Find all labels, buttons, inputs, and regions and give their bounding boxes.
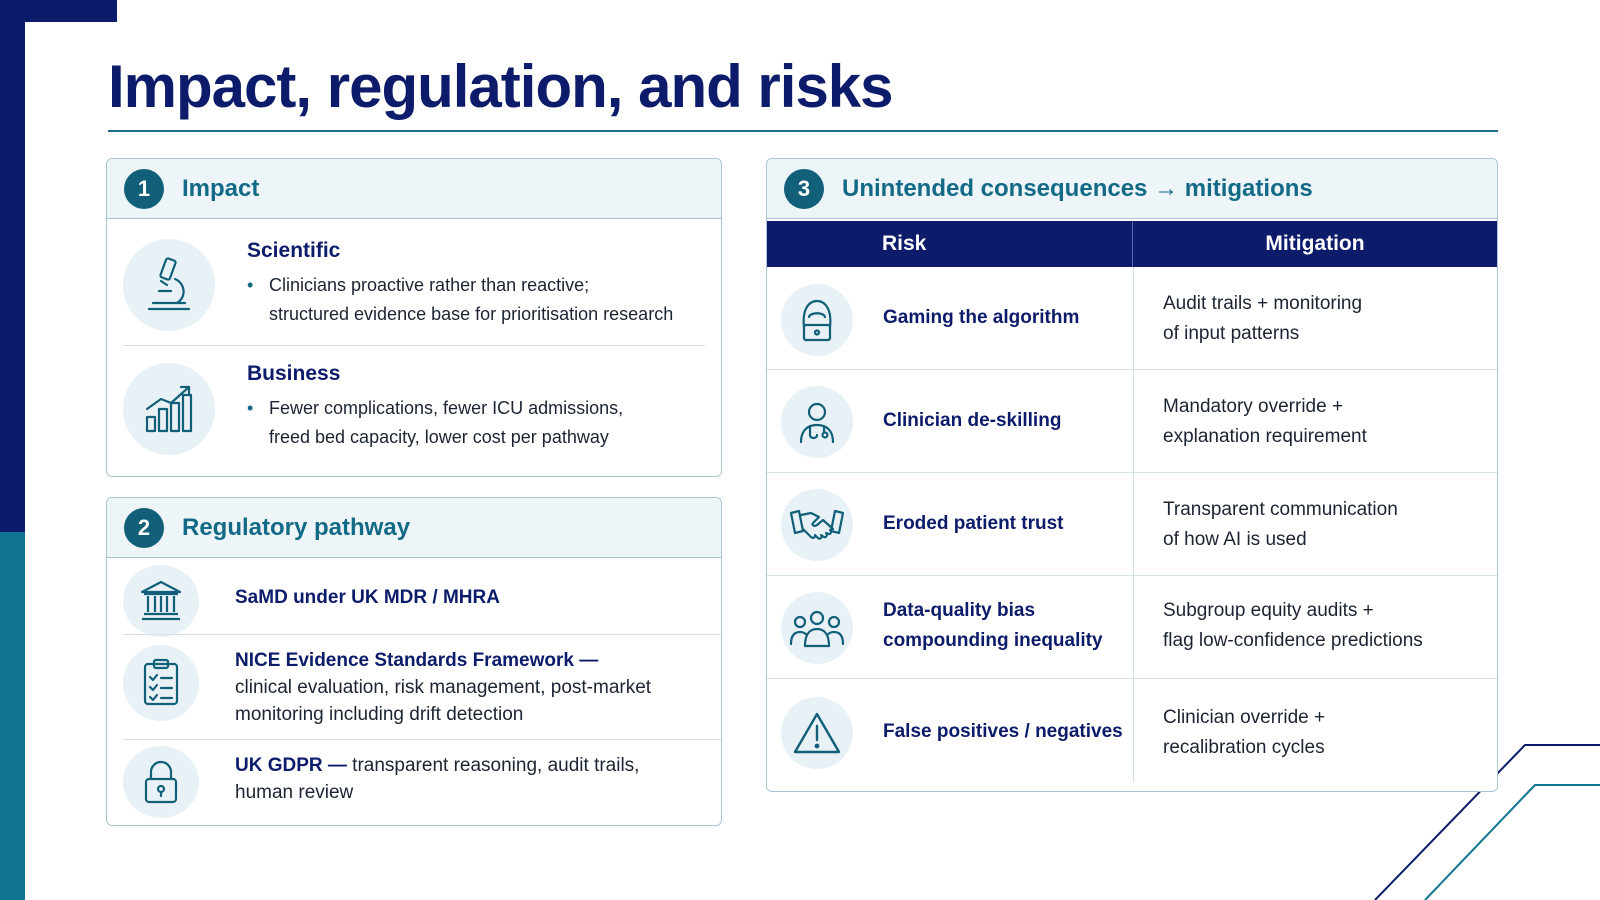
regulatory-card	[106, 497, 722, 826]
left-accent-bar-teal	[0, 532, 25, 900]
table-row	[767, 576, 1497, 679]
risks-card	[766, 158, 1498, 792]
impact-heading: Impact	[182, 174, 260, 202]
handshake-icon	[781, 489, 853, 561]
risk-label: Eroded patient trust	[883, 513, 1064, 534]
slide-title: Impact, regulation, and risks	[108, 53, 893, 120]
regulatory-item-gdpr-line2: human review	[235, 782, 354, 803]
section-number-badge: 2	[124, 508, 164, 548]
scientific-bullet	[247, 271, 707, 329]
regulatory-item-gdpr-line1: transparent reasoning, audit trails,	[346, 755, 640, 776]
risk-label: Clinician de-skilling	[883, 410, 1062, 431]
table-row	[767, 370, 1497, 473]
scientific-bullet-line2: structured evidence base for prioritisation research	[269, 304, 674, 324]
clinician-stethoscope-icon	[781, 386, 853, 458]
section-number-badge: 3	[784, 169, 824, 209]
impact-divider	[123, 345, 705, 346]
microscope-icon	[123, 239, 215, 331]
scientific-title: Scientific	[247, 239, 341, 262]
risks-card-header	[767, 159, 1497, 219]
top-accent-bar	[0, 0, 117, 22]
growth-chart-icon	[123, 363, 215, 455]
regulatory-item-nice-line2: monitoring including drift detection	[235, 704, 524, 725]
title-underline	[108, 130, 1498, 132]
table-row	[767, 267, 1497, 370]
mitigation-label: Audit trails + monitoring of input patterns	[1163, 293, 1363, 344]
regulatory-card-header	[107, 498, 721, 558]
regulatory-item-samd-label: SaMD under UK MDR / MHRA	[235, 587, 500, 608]
scientific-bullet-line1: Clinicians proactive rather than reactive;	[269, 275, 590, 295]
regulatory-divider	[123, 739, 721, 740]
risk-column-header: Risk	[767, 221, 1133, 267]
business-title: Business	[247, 362, 341, 385]
mitigation-label: Mandatory override + explanation requirement	[1163, 396, 1367, 447]
regulatory-item-nice-label: NICE Evidence Standards Framework —	[235, 650, 599, 671]
table-row	[767, 679, 1497, 782]
padlock-icon	[123, 746, 199, 818]
business-bullet-line1: Fewer complications, fewer ICU admissions,	[269, 398, 624, 418]
regulatory-item-samd	[235, 584, 500, 611]
clipboard-checklist-icon	[123, 645, 199, 721]
risks-table-header	[767, 221, 1497, 267]
risk-label: Data-quality bias compounding inequality	[883, 600, 1103, 651]
risks-heading: Unintended consequences → mitigations	[842, 174, 1313, 202]
left-accent-bar-navy	[0, 0, 25, 532]
hooded-hacker-icon	[781, 284, 853, 356]
people-group-icon	[781, 592, 853, 664]
regulatory-item-gdpr-label: UK GDPR —	[235, 755, 347, 776]
regulatory-heading: Regulatory pathway	[182, 513, 411, 541]
mitigation-label: Transparent communication of how AI is used	[1163, 499, 1398, 550]
business-bullet-line2: freed bed capacity, lower cost per pathway	[269, 427, 609, 447]
risk-label: Gaming the algorithm	[883, 307, 1080, 328]
regulatory-item-nice-line1: clinical evaluation, risk management, post-market	[235, 677, 652, 698]
regulatory-item-nice	[235, 647, 705, 728]
table-row	[767, 473, 1497, 576]
institution-icon	[123, 565, 199, 637]
warning-triangle-icon	[781, 697, 853, 769]
risk-label: False positives / negatives	[883, 721, 1123, 742]
mitigation-column-header: Mitigation	[1265, 232, 1365, 255]
regulatory-divider	[123, 634, 721, 635]
impact-card-header	[107, 159, 721, 219]
business-bullet	[247, 394, 707, 452]
mitigation-label: Clinician override + recalibration cycles	[1163, 707, 1326, 758]
regulatory-item-gdpr	[235, 752, 705, 806]
impact-card	[106, 158, 722, 477]
section-number-badge: 1	[124, 169, 164, 209]
mitigation-label: Subgroup equity audits + flag low-confidence predictions	[1163, 600, 1423, 651]
